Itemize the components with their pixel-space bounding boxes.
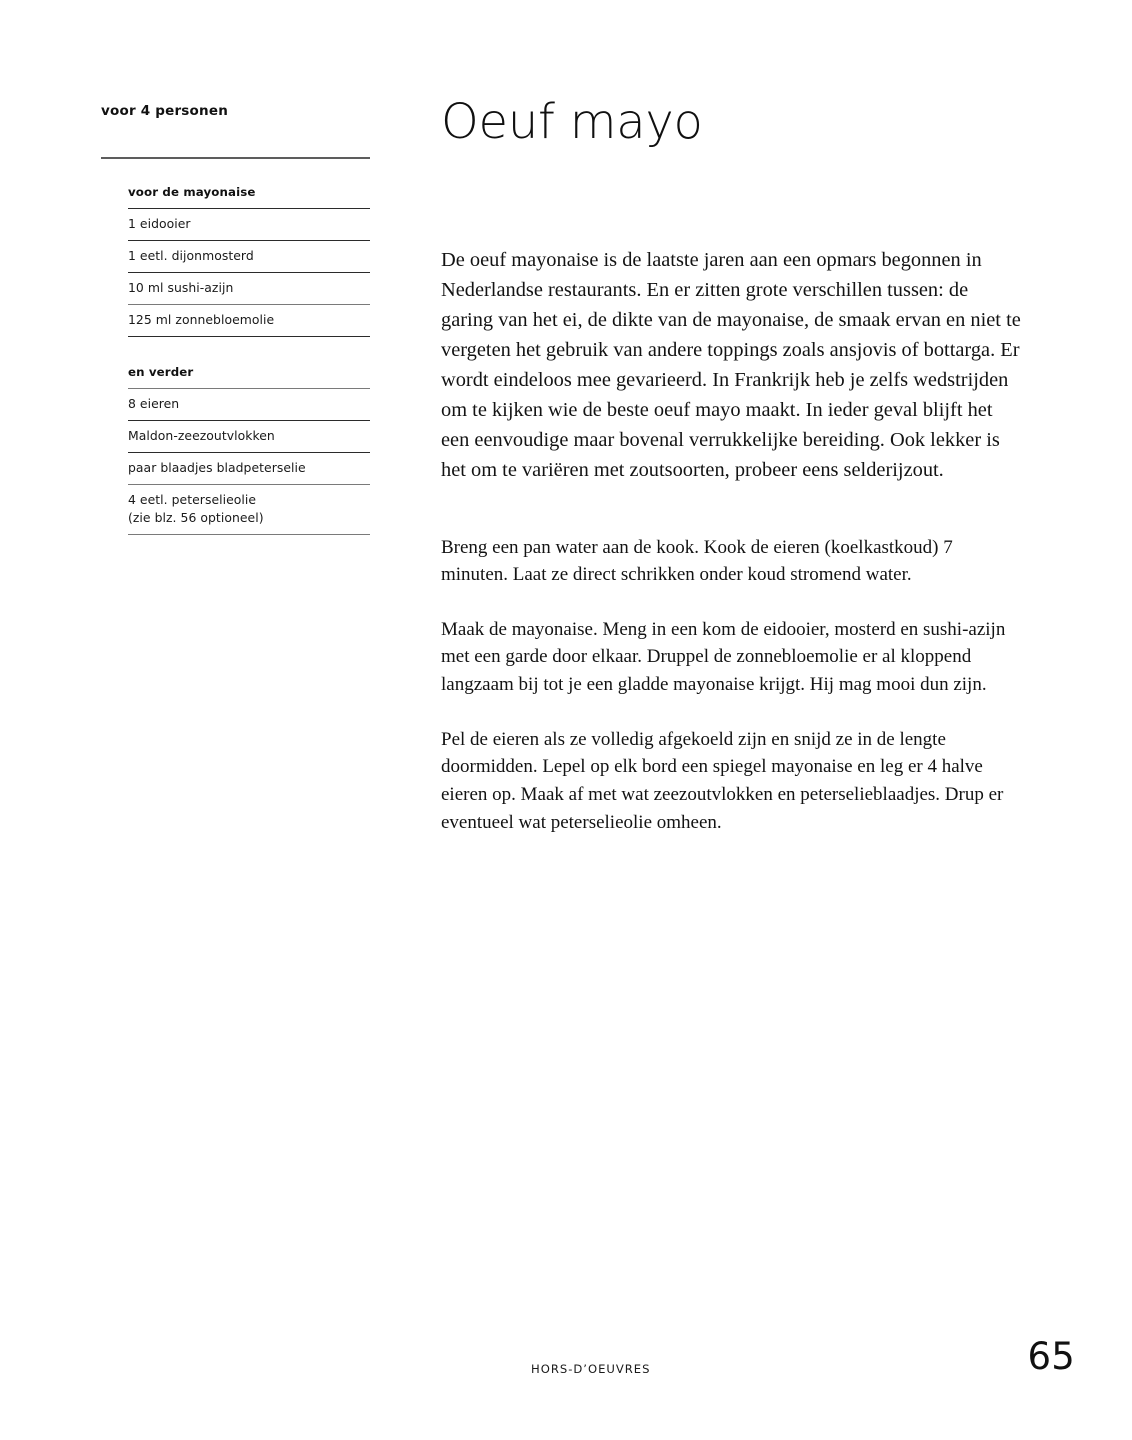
recipe-step: Maak de mayonaise. Meng in een kom de eidooier, mosterd en sushi-azijn met een garde door elkaar. Druppel de zonnebloemolie er al kloppend langzaam bij tot je een gladde mayonaise krijgt. Hij mag mooi dun zijn. (441, 618, 1006, 696)
ingredient-text: 10 ml sushi-azijn (128, 279, 234, 295)
ingredient-text: 8 eieren (128, 395, 180, 411)
page-title: Oeuf mayo (441, 94, 703, 150)
recipe-step: Pel de eieren als ze volledig afgekoeld zijn en snijd ze in de lengte doormidden. Lepel op elk bord een spiegel mayonaise en leg er 4 halve eieren op. Maak af met wat zeezoutvlokken en peterselieblaadjes. Drup er eventueel wat peterselieolie omheen. (441, 728, 1004, 833)
recipe-step: Breng een pan water aan de kook. Kook de eieren (koelkastkoud) 7 minuten. Laat ze direct schrikken onder koud stromend water. (441, 536, 953, 586)
ingredient-row (128, 484, 370, 534)
ingredient-row (128, 388, 370, 420)
footer-section-name: HORS-D’OEUVRES (531, 1362, 651, 1376)
recipe-content (441, 96, 1021, 836)
ingredient-group-separator (128, 336, 370, 365)
page-number: 65 (1027, 1335, 1075, 1378)
ingredient-row (128, 272, 370, 304)
serving-size-label: voor 4 personen (101, 103, 229, 119)
ingredient-text: 4 eetl. peterselieolie (128, 491, 257, 507)
ingredient-group-title: en verder (128, 364, 194, 379)
ingredient-row (128, 208, 370, 240)
recipe-steps (441, 486, 1021, 837)
ingredient-text: 1 eidooier (128, 215, 191, 231)
ingredient-row (128, 304, 370, 336)
ingredient-text: 1 eetl. dijonmosterd (128, 247, 254, 263)
ingredient-text: 125 ml zonnebloemolie (128, 311, 275, 327)
ingredient-row (128, 420, 370, 452)
ingredient-text: Maldon-zeezoutvlokken (128, 427, 275, 443)
ingredient-group-title: voor de mayonaise (128, 185, 256, 200)
ingredients-sidebar (101, 103, 370, 535)
ingredient-groups (128, 185, 370, 534)
ingredient-row (128, 452, 370, 484)
ingredient-row (128, 240, 370, 272)
ingredient-group-mayonaise (128, 185, 370, 336)
ingredient-note: (zie blz. 56 optioneel) (128, 509, 264, 525)
recipe-intro-paragraph: De oeuf mayonaise is de laatste jaren aan een opmars begonnen in Nederlandse restaurants. En er zitten grote verschillen tussen: de garing van het ei, de dikte van de mayonaise, de smaak ervan en niet te vergeten het gebruik van andere toppings zoals ansjovis of bottarga. Er wordt eindeloos mee gevarieerd. In Frankrijk heb je zelfs wedstrijden om te kijken wie de beste oeuf mayo maakt. In ieder geval blijft het een eenvoudige maar bovenal verrukkelijke bereiding. Ook lekker is het om te variëren met zoutsoorten, probeer eens selderijzout. (441, 248, 1021, 482)
sidebar-bottom-rule (128, 534, 370, 535)
ingredient-group-en-verder (128, 365, 370, 534)
ingredient-text: paar blaadjes bladpeterselie (128, 459, 306, 475)
sidebar-top-rule (101, 157, 370, 159)
